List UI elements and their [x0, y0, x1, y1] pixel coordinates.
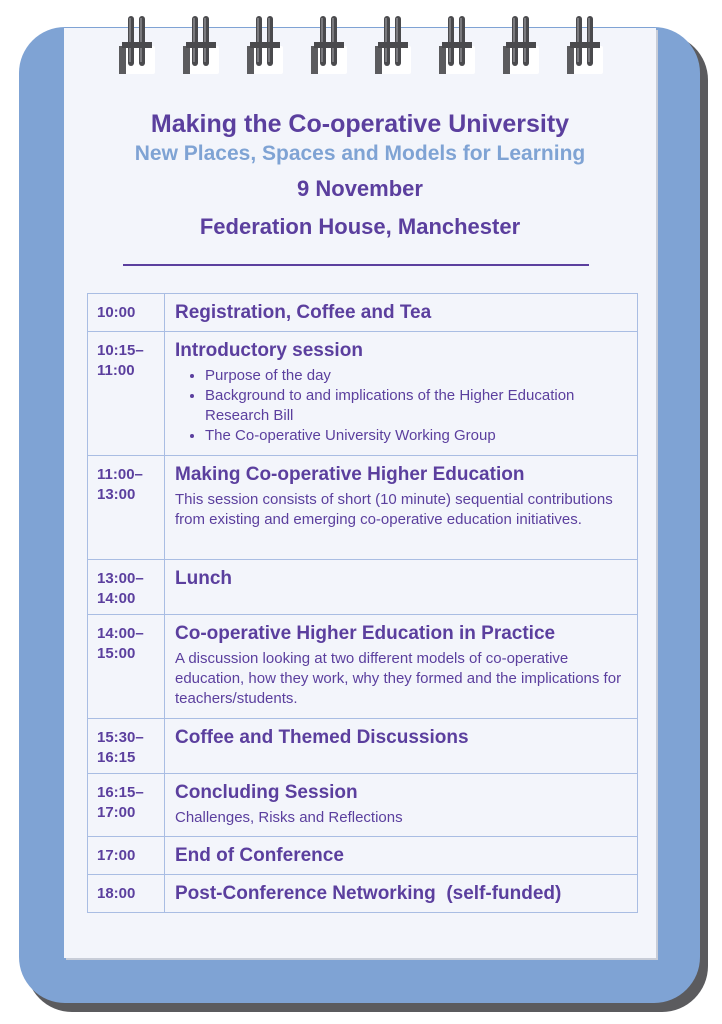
session-time: 10:00: [88, 294, 165, 332]
table-row: [88, 875, 638, 913]
event-title: Making the Co-operative University: [150, 110, 570, 138]
table-row: [88, 719, 638, 774]
event-subtitle: New Places, Spaces and Models for Learning: [134, 142, 586, 165]
spiral-binding-ring-icon: [311, 16, 347, 74]
table-row: [88, 294, 638, 332]
session-description: This session consists of short (10 minute) sequential contributions from existing and emerging co-operative education initiatives.: [175, 491, 613, 528]
table-row: [88, 332, 638, 456]
event-date: 9 November: [297, 176, 423, 201]
session-time: 11:00– 13:00: [88, 456, 165, 560]
list-item: • Purpose of the day: [205, 366, 627, 386]
list-item: • Background to and implications of the Higher Education Research Bill: [205, 386, 627, 426]
table-row: [88, 774, 638, 837]
spiral-binding-ring-icon: [183, 16, 219, 74]
session-title: End of Conference: [175, 845, 344, 866]
session-time: 18:00: [88, 875, 165, 913]
table-row: [88, 615, 638, 719]
spiral-binding-ring-icon: [119, 16, 155, 74]
session-title: Introductory session: [175, 340, 363, 361]
spiral-binding-ring-icon: [503, 16, 539, 74]
spiral-binding: [0, 0, 722, 80]
event-header: [64, 108, 656, 242]
session-description: A discussion looking at two different models of co-operative education, how they work, why they formed and the implications for teachers/students.: [175, 650, 622, 707]
session-description: Challenges, Risks and Reflections: [175, 809, 403, 826]
session-title: Registration, Coffee and Tea: [175, 302, 432, 323]
session-title: Coffee and Themed Discussions: [175, 727, 469, 748]
spiral-binding-ring-icon: [247, 16, 283, 74]
table-row: [88, 560, 638, 615]
table-row: [88, 837, 638, 875]
session-title: Lunch: [175, 568, 232, 589]
spiral-binding-ring-icon: [375, 16, 411, 74]
table-row: [88, 456, 638, 560]
session-time: 17:00: [88, 837, 165, 875]
session-title: Making Co-operative Higher Education: [175, 464, 525, 485]
session-time: 16:15– 17:00: [88, 774, 165, 837]
list-item: • The Co-operative University Working Group: [205, 426, 627, 446]
session-time: 13:00– 14:00: [88, 560, 165, 615]
session-bullet-list: [175, 366, 627, 446]
spiral-binding-ring-icon: [567, 16, 603, 74]
session-title: Co-operative Higher Education in Practice: [175, 623, 556, 644]
header-divider: [123, 264, 589, 266]
session-time: 14:00– 15:00: [88, 615, 165, 719]
session-time: 10:15– 11:00: [88, 332, 165, 456]
schedule-table: [87, 293, 638, 913]
event-venue: Federation House, Manchester: [199, 214, 521, 239]
spiral-binding-ring-icon: [439, 16, 475, 74]
session-title: Post-Conference Networking (self-funded): [175, 883, 562, 904]
session-time: 15:30– 16:15: [88, 719, 165, 774]
session-title: Concluding Session: [175, 782, 358, 803]
